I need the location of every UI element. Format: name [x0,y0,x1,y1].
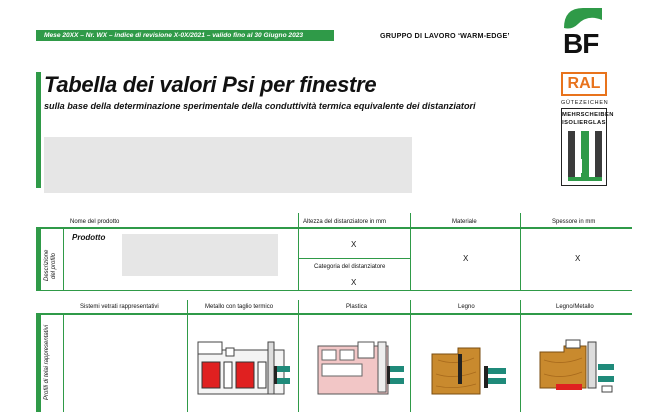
section2-divider-1 [63,314,64,412]
section1-side-label-2: del profilo [51,252,57,279]
issue-bar [36,30,334,41]
ral-quality-mark [561,108,614,186]
section2-divider-5 [520,300,521,412]
section2-side-bar [36,314,41,412]
ral-label-line1: MEHRSCHEIBEN [562,112,614,118]
section1-divider-2 [298,213,299,290]
col-spacer-height: Altezza del distanziatore in mm [303,219,387,225]
col-thickness: Spessore in mm [552,219,596,225]
placeholder-box [44,137,412,193]
bf-logo [560,4,606,64]
col-material: Materiale [452,219,477,225]
page-title: Tabella dei valori Psi per finestre [44,72,377,97]
section1-divider-1 [63,228,64,290]
section1-divider-4 [520,213,521,290]
product-label: Prodotto [72,233,106,242]
spacer-category-value: X [351,278,357,287]
bf-logo-text: BF [563,28,599,59]
page-subtitle: sulla base della determinazione sperimentale della conduttività termica equivalente dei distanziatori [44,101,476,111]
wood-frame-profile-icon [428,346,516,396]
section1-side-bar [36,228,41,290]
section2-side-label: Profili di telai rappresentativi [44,324,50,400]
section2-divider-4 [410,300,411,412]
col-wood-metal: Legno/Metallo [556,304,594,310]
spacer-height-value: X [351,240,357,249]
plastic-frame-profile-icon [314,338,410,398]
thickness-value: X [575,254,581,263]
section2-divider-2 [187,300,188,412]
section1-bottom-rule [36,290,632,291]
working-group-label: GRUPPO DI LAVORO ‘WARM-EDGE’ [380,31,510,40]
section1-divider-3 [410,213,411,290]
metal-frame-profile-icon [196,338,292,398]
wood-metal-frame-profile-icon [536,338,628,398]
section1-side-label-1: Descrizione [44,249,50,281]
col-metal: Metallo con taglio termico [205,304,274,310]
col-plastic: Plastica [346,304,368,310]
product-name-box [122,234,278,276]
glass-unit-icon [564,129,606,185]
height-category-rule [298,258,410,259]
material-value: X [463,254,469,263]
section2-divider-3 [298,300,299,412]
section2-top-rule [36,313,632,315]
col-glazing-systems: Sistemi vetrati rappresentativi [80,304,159,310]
section1-top-rule [36,227,632,229]
spacer-category-label: Categoria del distanziatore [314,264,386,270]
ral-guetezeichen: GÜTEZEICHEN [561,100,609,106]
ral-label-line2: ISOLIERGLAS [562,120,606,126]
col-wood: Legno [458,304,475,310]
ral-logo: RAL [561,72,607,96]
title-accent-bar [36,72,41,188]
issue-line: Mese 20XX – Nr. WX – indice di revisione X-0X/2021 – valido fino al 30 Giugno 2023 [44,32,304,39]
col-product-name: Nome del prodotto [70,219,120,225]
